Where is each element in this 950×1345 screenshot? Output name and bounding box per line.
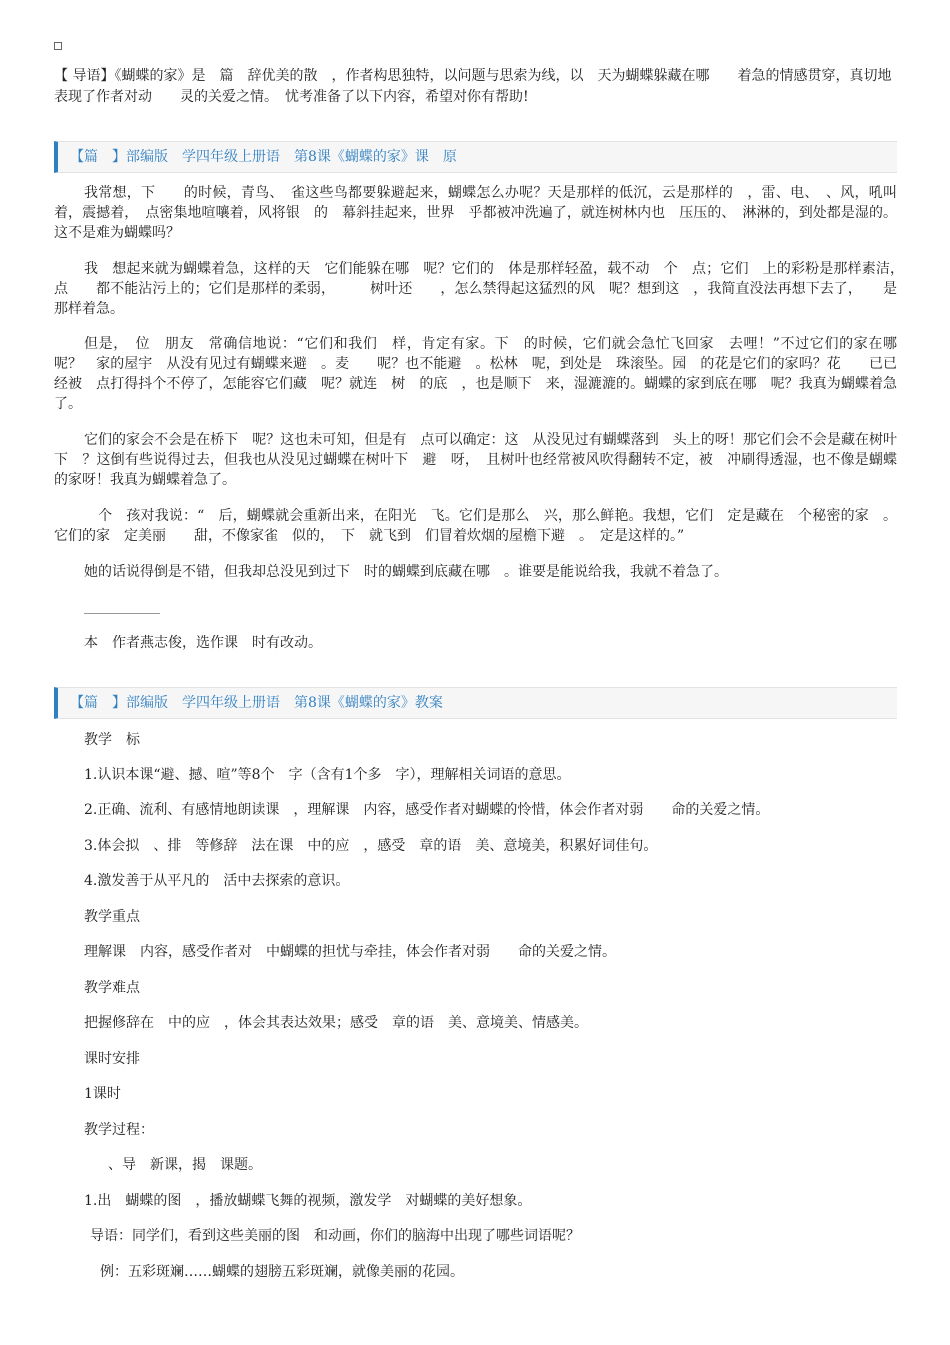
key-point-heading: 教学重点 xyxy=(84,909,140,925)
footnote-divider xyxy=(84,613,160,614)
example-text: 例：五彩斑斓……蝴蝶的翅膀五彩斑斓，就像美丽的花园。 xyxy=(100,1264,464,1280)
section-1-paragraph-6: 她的话说得倒是不错，但我却总没见到过下 时的蝴蝶到底藏在哪 。谁要是能说给我，我就不着急了。 xyxy=(84,564,728,580)
section-1-footnote: 本 作者燕志俊，选作课 时有改动。 xyxy=(84,635,322,651)
goal-item-3: 3.体会拟 、排 等修辞 法在课 中的应 ，感受 章的语 美、意境美，积累好词佳句。 xyxy=(84,838,658,854)
bullet-marker-icon xyxy=(54,42,62,50)
intro-paragraph: 【 导语】《蝴蝶的家》是 篇 辞优美的散 ，作者构思独特，以问题与思索为线，以 天为蝴蝶躲藏在哪 着急的情感贯穿，真切地表现了作者对动 灵的关爱之情。 忧考准备了以下内容，希望对你有帮助! xyxy=(54,68,892,105)
goal-item-4: 4.激发善于从平凡的 活中去探索的意识。 xyxy=(84,873,350,889)
teaching-goal-heading: 教学 标 xyxy=(84,732,140,748)
section-1-paragraph-4: 它们的家会不会是在桥下 呢？这也未可知，但是有 点可以确定：这 从没见过有蝴蝶落到 头上的呀！那它们会不会是藏在树叶下 ？这倒有些说得过去，但我也从没见过蝴蝶在树叶下 避 呀， 且树叶也经常被风吹得翻转不定，被 冲刷得透湿，也不像是蝴蝶的家呀！我真为蝴蝶着急了。 xyxy=(54,432,897,488)
section-1-paragraph-5: 个 孩对我说：“ 后，蝴蝶就会重新出来，在阳光 飞。它们是那么 兴，那么鲜艳。我想，它们 定是藏在 个秘密的家 。它们的家 定美丽 甜，不像家雀 似的， 下 就飞到 们冒着炊烟的屋檐下避 。 定是这样的。” xyxy=(54,508,897,544)
section-1-heading: 【篇 】部编版 学四年级上册语 第8课《蝴蝶的家》课 原 xyxy=(54,141,897,173)
schedule-heading: 课时安排 xyxy=(84,1051,140,1067)
schedule-text: 1课时 xyxy=(84,1086,121,1102)
process-step-1: 、导 新课，揭 课题。 xyxy=(94,1157,262,1173)
section-1-paragraph-3: 但是， 位 朋友 常确信地说：“它们和我们 样，肯定有家。下 的时候，它们就会急忙飞回家 去哩！”不过它们的家在哪 呢？ 家的屋宇 从没有见过有蝴蝶来避 。麦 呢？也不能避 。松林 呢，到处是 珠滚坠。园 的花是它们的家吗？花 已已经被 点打得抖个不停了，怎能容它们藏 呢？就连 树 的底 ，也是顺下 来，湿漉漉的。蝴蝶的家到底在哪 呢？我真为蝴蝶着急了。 xyxy=(54,336,911,412)
section-1-paragraph-2: 我 想起来就为蝴蝶着急，这样的天 它们能躲在哪 呢？它们的 体是那样轻盈，载不动 个 点；它们 上的彩粉是那样素洁， 点 都不能沾污上的；它们是那样的柔弱， 树叶还 ，怎么禁得起这猛烈的风 呢？想到这 ，我简直没法再想下去了， 是那样着急。 xyxy=(54,261,911,317)
key-point-text: 理解课 内容，感受作者对 中蝴蝶的担忧与牵挂，体会作者对弱 命的关爱之情。 xyxy=(84,944,616,960)
process-item-1: 1.出 蝴蝶的图 ，播放蝴蝶飞舞的视频，激发学 对蝴蝶的美好想象。 xyxy=(84,1193,532,1209)
section-1-paragraph-1: 我常想，下 的时候，青鸟、 雀这些鸟都要躲避起来，蝴蝶怎么办呢？天是那样的低沉，云是那样的 ，雷、电、 、风，吼叫着，震撼着， 点密集地喧嚷着，风将银 的 幕斜挂起来，世界 乎都被冲洗遍了，就连树林内也 压压的、 淋淋的，到处都是湿的。这不是难为蝴蝶吗？ xyxy=(54,185,897,241)
guide-question: 导语：同学们，看到这些美丽的图 和动画，你们的脑海中出现了哪些词语呢？ xyxy=(90,1228,580,1244)
section-2-heading: 【篇 】部编版 学四年级上册语 第8课《蝴蝶的家》教案 xyxy=(54,687,897,719)
goal-item-1: 1.认识本课“避、撼、喧”等8个 字（含有1个多 字），理解相关词语的意思。 xyxy=(84,767,571,783)
difficulty-heading: 教学难点 xyxy=(84,980,140,996)
difficulty-text: 把握修辞在 中的应 ，体会其表达效果；感受 章的语 美、意境美、情感美。 xyxy=(84,1015,588,1031)
process-heading: 教学过程： xyxy=(84,1122,154,1138)
goal-item-2: 2.正确、流利、有感情地朗读课 ，理解课 内容，感受作者对蝴蝶的怜惜，体会作者对弱 命的关爱之情。 xyxy=(84,802,770,818)
